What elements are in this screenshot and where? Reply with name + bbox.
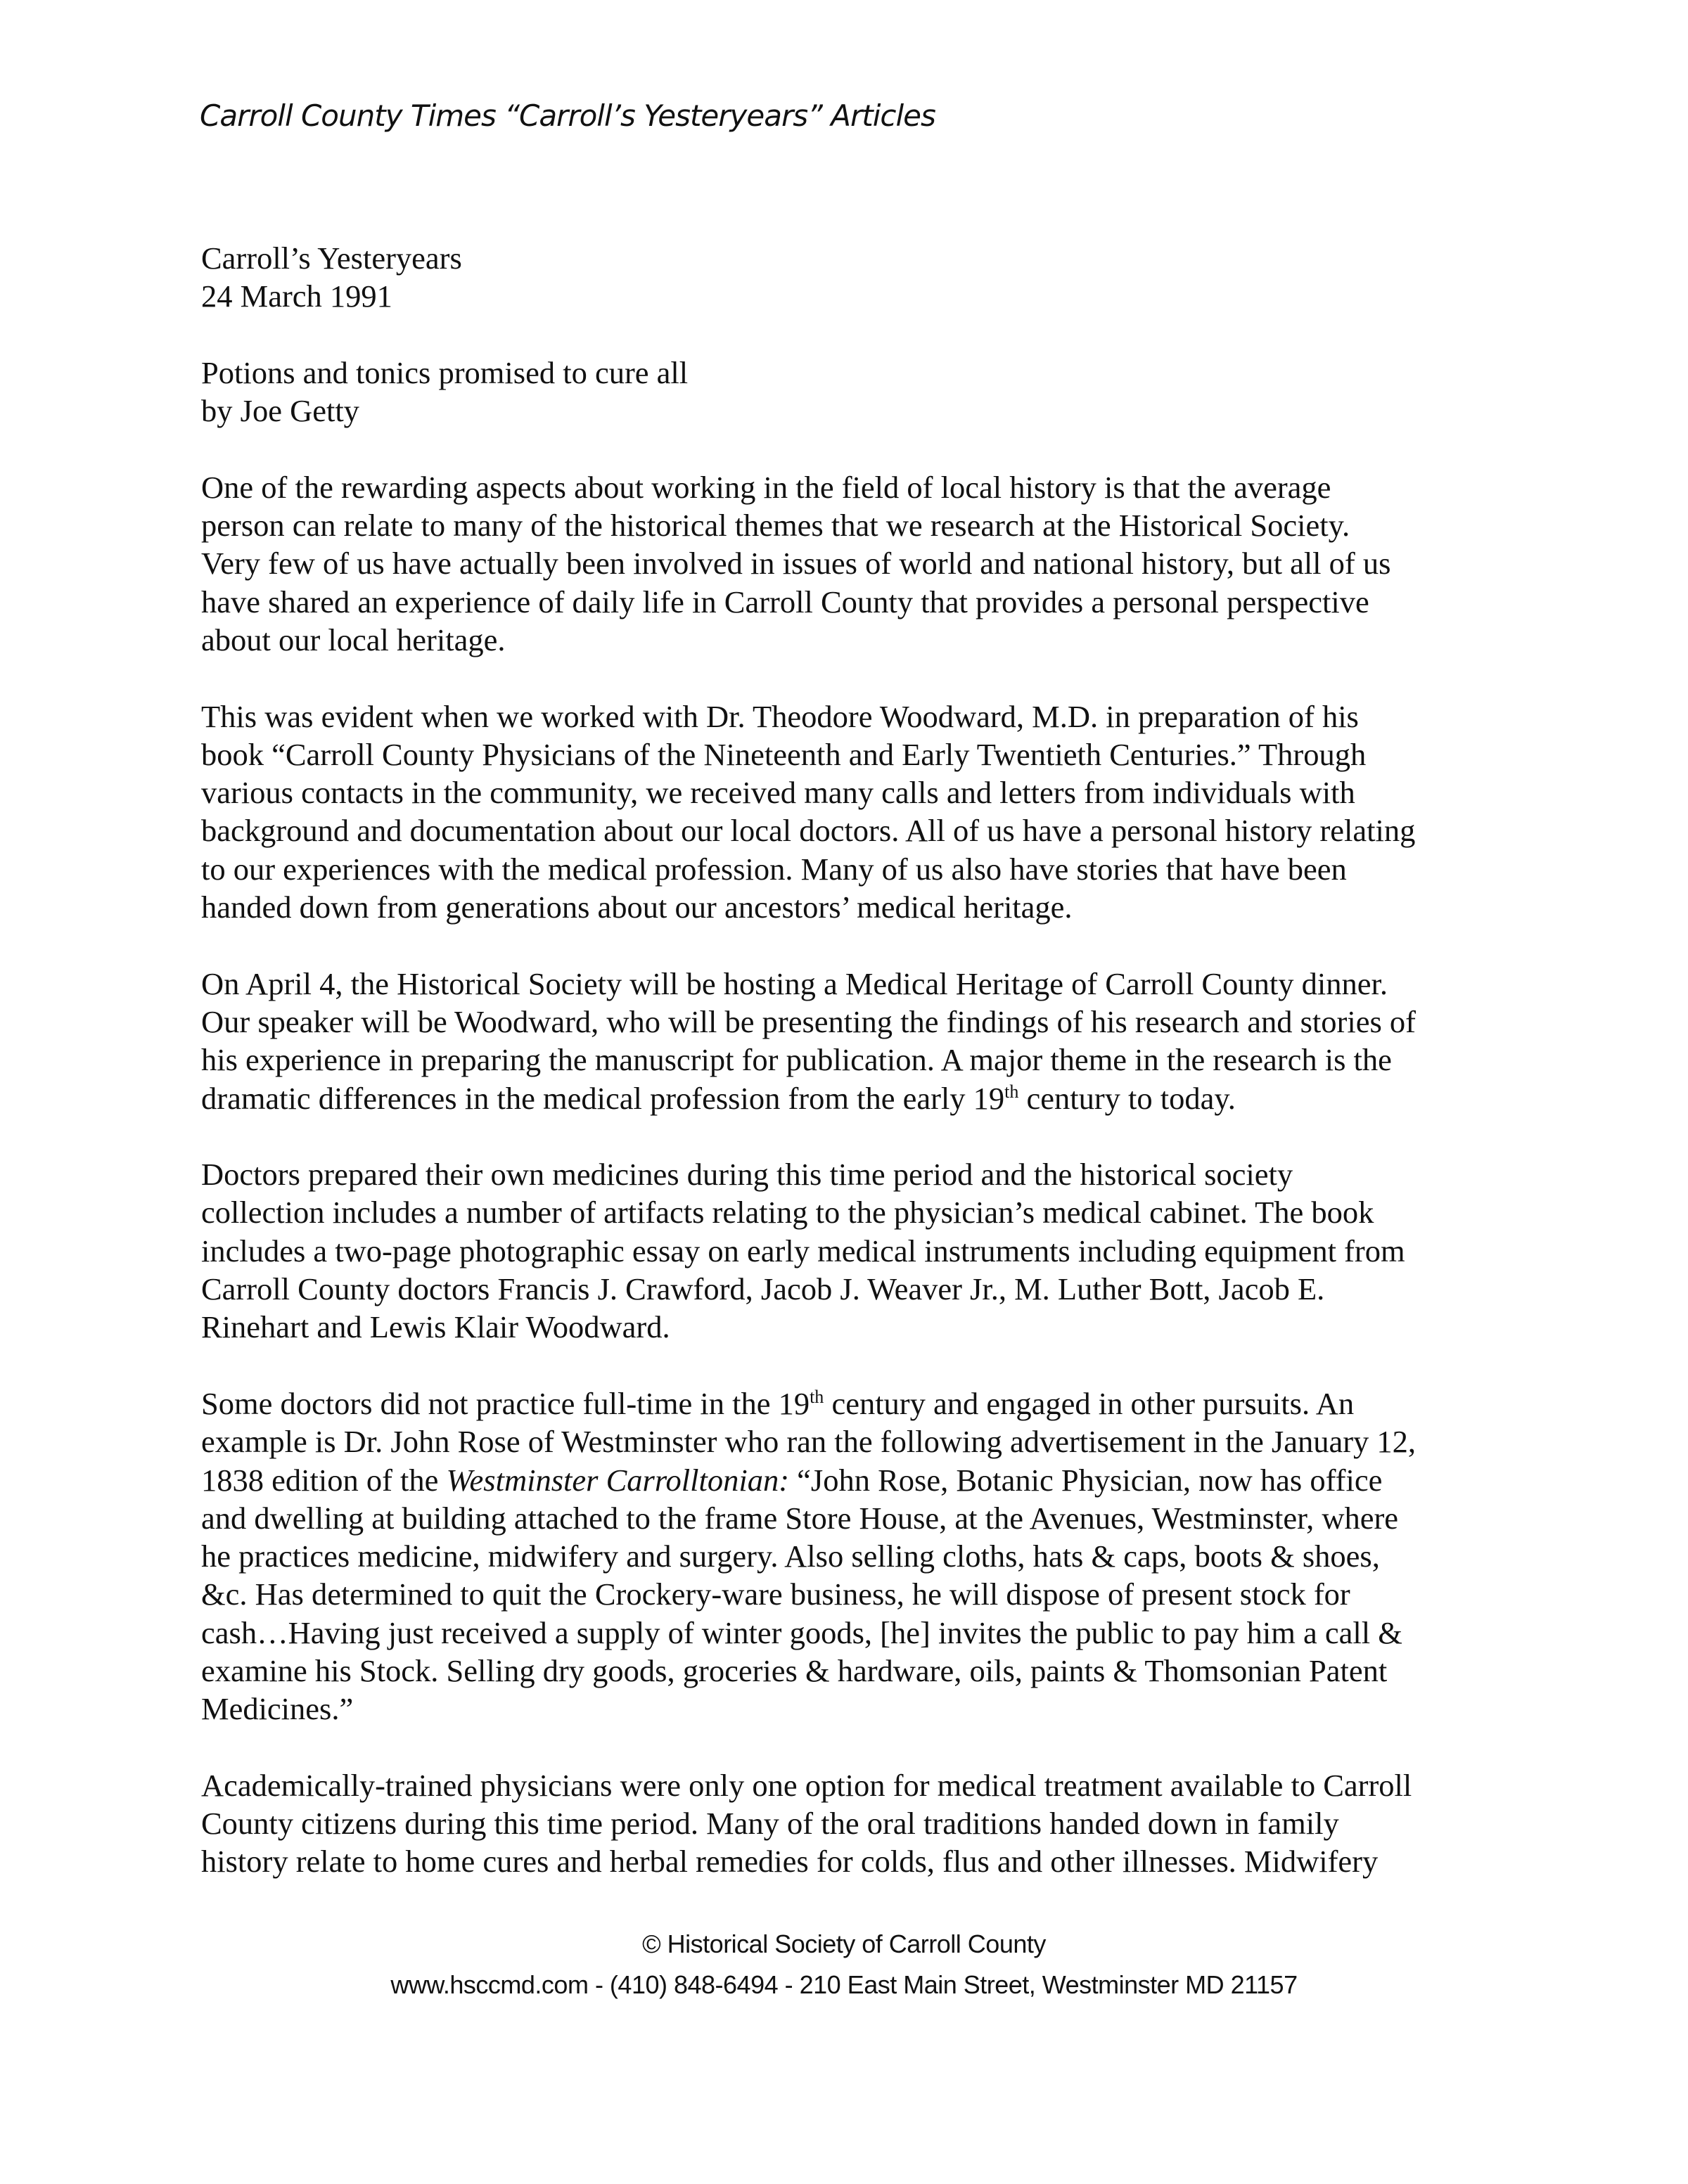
paragraph-1 xyxy=(201,468,1509,659)
newspaper-title: Westminster Carrolltonian: xyxy=(446,1462,790,1498)
text-segment: century to today. xyxy=(1018,1080,1236,1116)
text-segment: 1838 edition of the xyxy=(201,1462,447,1498)
text-segment: century and engaged in other pursuits. An xyxy=(824,1385,1355,1421)
text-line xyxy=(201,1079,1509,1117)
text-line: about our local heritage. xyxy=(201,622,506,657)
footer-contact: www.hsccmd.com - (410) 848-6494 - 210 East Main Street, Westminster MD 21157 xyxy=(390,1970,1298,1999)
article-title: Potions and tonics promised to cure all xyxy=(201,354,689,390)
paragraph-2 xyxy=(201,698,1509,927)
text-line: various contacts in the community, we received many calls and letters from individuals with xyxy=(201,775,1355,811)
text-line: person can relate to many of the historical themes that we research at the Historical Society. xyxy=(201,508,1350,544)
text-line xyxy=(201,1461,1509,1499)
column-name: Carroll’s Yesteryears xyxy=(201,240,462,276)
text-line: &c. Has determined to quit the Crockery-ware business, he will dispose of present stock for xyxy=(201,1576,1350,1612)
text-line: background and documentation about our local doctors. All of us have a personal history relating xyxy=(201,813,1416,849)
text-line: cash…Having just received a supply of winter goods, [he] invites the public to pay him a call & xyxy=(201,1614,1402,1650)
article-meta xyxy=(201,239,1509,316)
text-segment: Some doctors did not practice full-time in the 19 xyxy=(201,1385,810,1421)
text-line: Academically-trained physicians were only one option for medical treatment available to Carroll xyxy=(201,1767,1412,1803)
superscript: th xyxy=(1004,1081,1019,1102)
text-line: his experience in preparing the manuscript for publication. A major theme in the research is the xyxy=(201,1042,1392,1078)
text-line: Doctors prepared their own medicines during this time period and the historical society xyxy=(201,1157,1293,1193)
footer-copyright: © Historical Society of Carroll County xyxy=(642,1929,1046,1958)
article-byline: by Joe Getty xyxy=(201,393,359,429)
text-line: to our experiences with the medical profession. Many of us also have stories that have been xyxy=(201,851,1347,887)
text-line: collection includes a number of artifacts relating to the physician’s medical cabinet. The book xyxy=(201,1195,1374,1231)
text-line: example is Dr. John Rose of Westminster who ran the following advertisement in the January 12, xyxy=(201,1424,1417,1460)
text-line: handed down from generations about our ancestors’ medical heritage. xyxy=(201,889,1073,925)
paragraph-6 xyxy=(201,1766,1509,1881)
running-header: Carroll County Times “Carroll’s Yesteryears” Articles xyxy=(200,98,935,133)
text-line: This was evident when we worked with Dr. Theodore Woodward, M.D. in preparation of his xyxy=(201,698,1359,734)
text-line: have shared an experience of daily life in Carroll County that provides a personal perspective xyxy=(201,584,1369,619)
text-line: book “Carroll County Physicians of the Nineteenth and Early Twentieth Centuries.” Through xyxy=(201,736,1367,772)
text-line: includes a two-page photographic essay on early medical instruments including equipment from xyxy=(201,1233,1405,1268)
text-line: and dwelling at building attached to the frame Store House, at the Avenues, Westminster, where xyxy=(201,1500,1399,1536)
article-date: 24 March 1991 xyxy=(201,278,392,314)
text-line: County citizens during this time period. Many of the oral traditions handed down in family xyxy=(201,1806,1339,1842)
paragraph-4 xyxy=(201,1155,1509,1346)
text-line: he practices medicine, midwifery and surgery. Also selling cloths, hats & caps, boots & shoes, xyxy=(201,1539,1380,1574)
text-line: examine his Stock. Selling dry goods, groceries & hardware, oils, paints & Thomsonian Patent xyxy=(201,1652,1388,1688)
paragraph-3 xyxy=(201,965,1509,1117)
text-line: history relate to home cures and herbal remedies for colds, flus and other illnesses. Midwifery xyxy=(201,1844,1379,1880)
text-line: Carroll County doctors Francis J. Crawford, Jacob J. Weaver Jr., M. Luther Bott, Jacob E. xyxy=(201,1271,1325,1307)
text-line: Rinehart and Lewis Klair Woodward. xyxy=(201,1309,670,1345)
text-segment: “John Rose, Botanic Physician, now has office xyxy=(789,1462,1383,1498)
text-segment: dramatic differences in the medical profession from the early 19 xyxy=(201,1080,1005,1116)
text-line: Our speaker will be Woodward, who will be presenting the findings of his research and stories of xyxy=(201,1003,1416,1039)
text-line: Very few of us have actually been involved in issues of world and national history, but all of us xyxy=(201,546,1391,582)
text-line: One of the rewarding aspects about working in the field of local history is that the average xyxy=(201,469,1331,505)
paragraph-5 xyxy=(201,1385,1509,1728)
superscript: th xyxy=(810,1386,824,1407)
article xyxy=(201,239,1509,1919)
text-line: Medicines.” xyxy=(201,1691,354,1727)
text-line: On April 4, the Historical Society will be hosting a Medical Heritage of Carroll County dinner. xyxy=(201,965,1388,1001)
article-heading xyxy=(201,354,1509,430)
text-line xyxy=(201,1385,1509,1422)
